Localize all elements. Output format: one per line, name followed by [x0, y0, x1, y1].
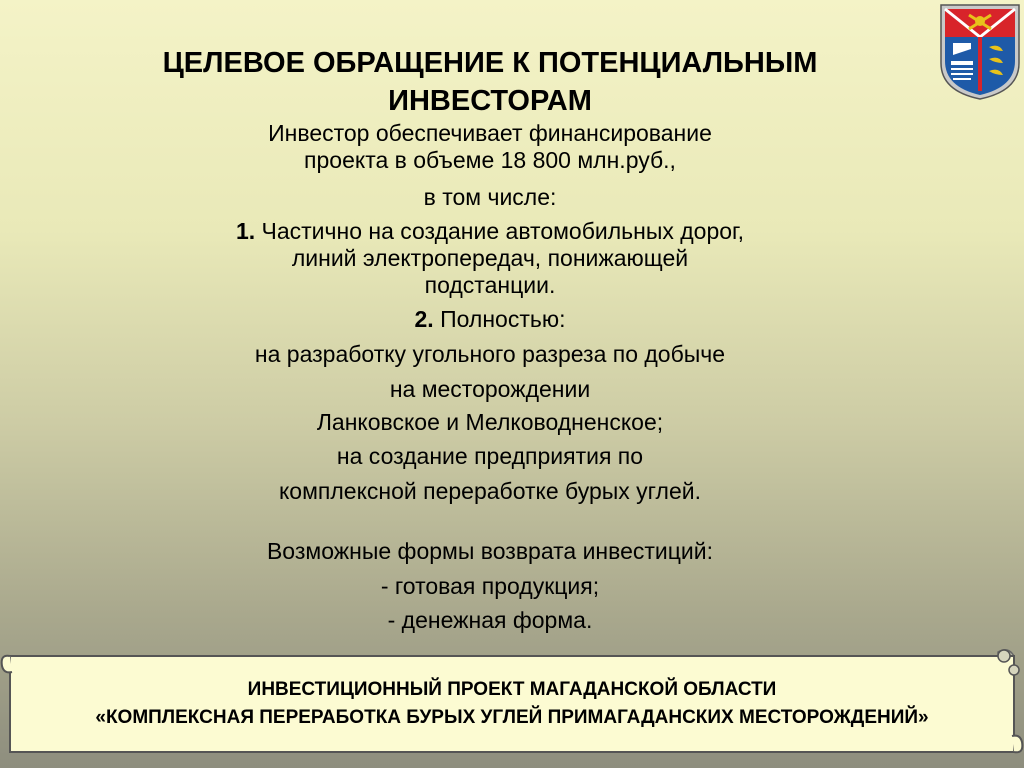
item1-number: 1. — [235, 218, 256, 244]
item2-line-header — [140, 306, 840, 333]
banner-line-1: ИНВЕСТИЦИОННЫЙ ПРОЕКТ МАГАДАНСКОЙ ОБЛАСТИ — [247, 679, 777, 700]
return-item-1: - готовая продукция; — [380, 573, 600, 599]
item2-line-4: на создание предприятия по — [336, 443, 644, 469]
coat-of-arms-magadan-icon — [939, 3, 1021, 101]
intro-line-2: проекта в объеме 18 800 млн.руб., — [304, 147, 676, 173]
return-item-2: - денежная форма. — [387, 607, 593, 633]
intro-line-1: Инвестор обеспечивает финансирование — [268, 120, 712, 146]
item1-line-2: линий электропередач, понижающей — [291, 245, 689, 271]
item2-number: 2. — [414, 306, 434, 332]
including-line: в том числе: — [423, 184, 557, 210]
banner-line-2: «КОМПЛЕКСНАЯ ПЕРЕРАБОТКА БУРЫХ УГЛЕЙ ПРИМАГАДАНСКИХ МЕСТОРОЖДЕНИЙ» — [95, 707, 929, 728]
item2-line-1: на разработку угольного разреза по добыче — [254, 341, 726, 367]
item2-line-2: на месторождении — [389, 376, 591, 402]
project-banner — [10, 656, 1014, 752]
slide-title-line2: ИНВЕСТОРАМ — [388, 85, 592, 117]
item1-text: Частично на создание автомобильных дорог, — [255, 218, 745, 244]
item1-line-1 — [140, 218, 840, 245]
returns-heading: Возможные формы возврата инвестиций: — [266, 538, 714, 564]
item2-line-3: Ланковское и Мелководненское; — [316, 409, 664, 435]
item2-text: Полностью: — [433, 306, 566, 332]
item2-line-5: комплексной переработке бурых углей. — [278, 478, 701, 504]
item1-line-3: подстанции. — [424, 272, 556, 298]
slide-title-line1: ЦЕЛЕВОЕ ОБРАЩЕНИЕ К ПОТЕНЦИАЛЬНЫМ — [162, 47, 818, 79]
slide-title — [60, 44, 920, 120]
